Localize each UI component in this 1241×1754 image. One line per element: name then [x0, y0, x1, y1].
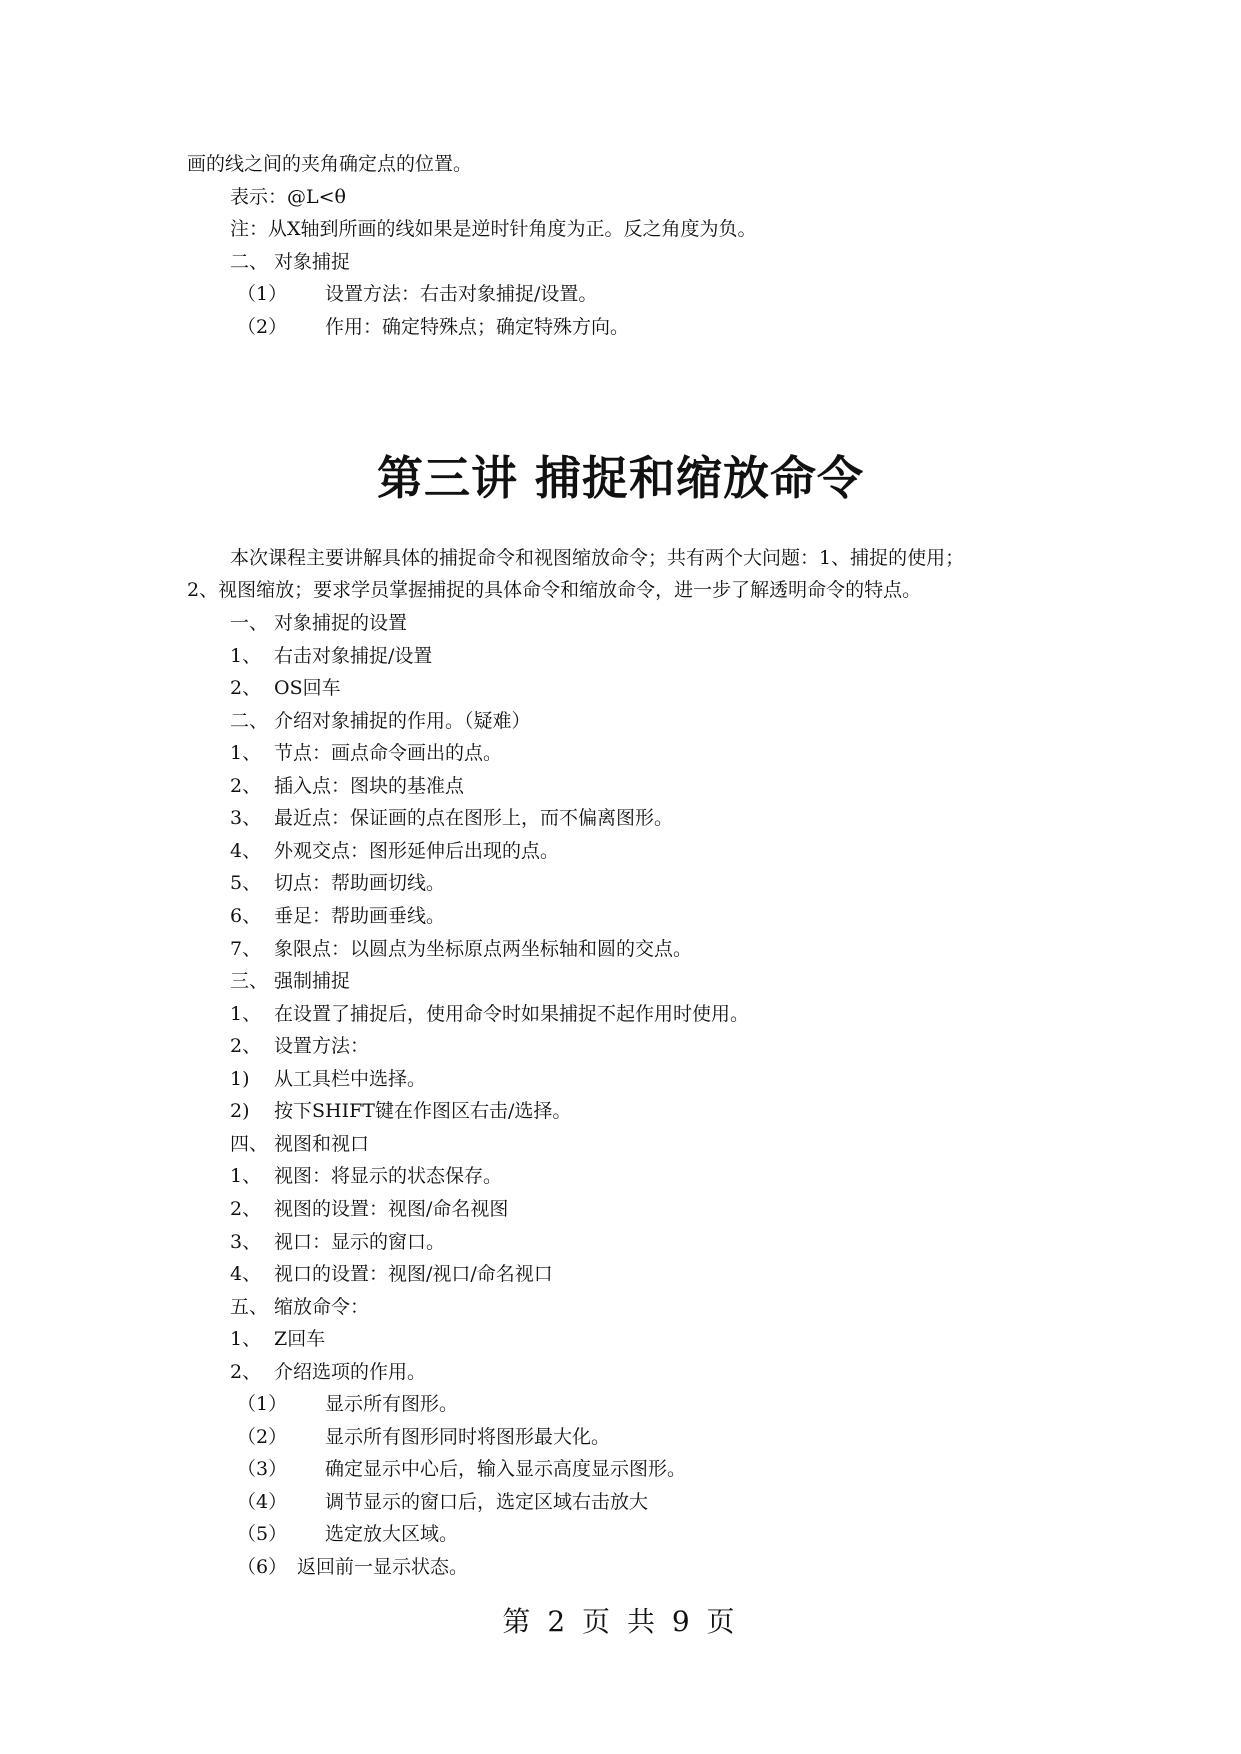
section-heading: 四、 视图和视口: [230, 1133, 370, 1155]
item-number: 4、: [230, 1263, 262, 1285]
item-number: 3、: [230, 1231, 262, 1253]
paragraph-line: 2、视图缩放；要求学员掌握捕捉的具体命令和缩放命令，进一步了解透明命令的特点。: [187, 579, 922, 601]
item-text: 视图的设置：视图/命名视图: [274, 1198, 509, 1220]
section-heading: 二、 对象捕捉: [230, 251, 351, 273]
item-number: （4）: [237, 1491, 288, 1513]
list-item: [230, 805, 673, 831]
item-number: 2): [230, 1100, 250, 1122]
item-text: 外观交点：图形延伸后出现的点。: [274, 840, 560, 862]
item-number: （1）: [237, 1393, 288, 1415]
paragraph-line: 本次课程主要讲解具体的捕捉命令和视图缩放命令；共有两个大问题：1、捕捉的使用；: [230, 547, 965, 569]
item-number: （6）: [237, 1556, 288, 1578]
item-text: 设置方法：右击对象捕捉/设置。: [325, 283, 598, 305]
item-text: 设置方法：: [274, 1035, 370, 1057]
item-number: 2、: [230, 1361, 262, 1383]
item-number: （2）: [237, 1426, 288, 1448]
option-item: [237, 1521, 458, 1547]
list-item: [230, 1033, 369, 1059]
item-text: 视口的设置：视图/视口/命名视口: [274, 1263, 553, 1285]
item-number: 1、: [230, 1003, 262, 1025]
paragraph-line: 注：从X轴到所画的线如果是逆时针角度为正。反之角度为负。: [230, 218, 757, 240]
list-item: [230, 1196, 508, 1222]
numbered-item: [237, 314, 629, 340]
item-number: （1）: [237, 283, 288, 305]
lecture-title: 第三讲 捕捉和缩放命令: [376, 451, 864, 505]
option-item: [237, 1391, 458, 1417]
item-number: 2、: [230, 775, 262, 797]
option-item: [237, 1424, 610, 1450]
item-text: 切点：帮助画切线。: [274, 872, 446, 894]
item-text: 象限点：以圆点为坐标原点两坐标轴和圆的交点。: [274, 938, 693, 960]
item-number: 1、: [230, 1165, 262, 1187]
list-item: [230, 1066, 426, 1092]
section-heading: 三、 强制捕捉: [230, 970, 351, 992]
item-text: 选定放大区域。: [325, 1523, 459, 1545]
page-number-footer: 第 2 页 共 9 页: [502, 1605, 739, 1638]
list-item: [230, 1098, 571, 1124]
item-text: 显示所有图形。: [325, 1393, 459, 1415]
item-number: （3）: [237, 1458, 288, 1480]
item-text: 介绍选项的作用。: [274, 1361, 427, 1383]
item-number: （5）: [237, 1523, 288, 1545]
list-item: [230, 643, 432, 669]
item-number: 2、: [230, 1035, 262, 1057]
item-number: （2）: [237, 316, 288, 338]
item-text: 在设置了捕捉后，使用命令时如果捕捉不起作用时使用。: [274, 1003, 750, 1025]
list-item: [230, 903, 445, 929]
item-number: 1、: [230, 742, 262, 764]
item-number: 2、: [230, 1198, 262, 1220]
list-item: [230, 1359, 426, 1385]
item-text: 确定显示中心后，输入显示高度显示图形。: [325, 1458, 687, 1480]
item-number: 2、: [230, 677, 262, 699]
item-text: 视图：将显示的状态保存。: [274, 1165, 503, 1187]
section-heading: 一、 对象捕捉的设置: [230, 612, 408, 634]
item-text: 节点：画点命令画出的点。: [274, 742, 503, 764]
item-text: 插入点：图块的基准点: [274, 775, 465, 797]
item-text: 返回前一显示状态。: [297, 1556, 469, 1578]
item-text: 最近点：保证画的点在图形上，而不偏离图形。: [274, 807, 674, 829]
item-text: 按下SHIFT键在作图区右击/选择。: [274, 1100, 572, 1122]
list-item: [230, 1163, 502, 1189]
list-item: [230, 773, 464, 799]
paragraph-line: 画的线之间的夹角确定点的位置。: [187, 153, 473, 175]
list-item: [230, 838, 559, 864]
item-text: 调节显示的窗口后，选定区域右击放大: [325, 1491, 649, 1513]
item-text: Z回车: [274, 1328, 326, 1350]
item-text: 垂足：帮助画垂线。: [274, 905, 446, 927]
numbered-item: [237, 281, 597, 307]
option-item: [237, 1489, 648, 1515]
list-item: [230, 870, 445, 896]
paragraph-line: 表示：@L<θ: [230, 186, 346, 208]
item-text: 显示所有图形同时将图形最大化。: [325, 1426, 611, 1448]
item-number: 1、: [230, 1328, 262, 1350]
list-item: [230, 936, 692, 962]
item-number: 4、: [230, 840, 262, 862]
section-heading: 二、 介绍对象捕捉的作用。（疑难）: [230, 710, 531, 732]
option-item: [237, 1554, 468, 1580]
item-text: 视口：显示的窗口。: [274, 1231, 446, 1253]
item-text: 作用：确定特殊点；确定特殊方向。: [325, 316, 630, 338]
list-item: [230, 1326, 325, 1352]
item-number: 3、: [230, 807, 262, 829]
list-item: [230, 740, 502, 766]
item-number: 1): [230, 1068, 250, 1090]
option-item: [237, 1456, 686, 1482]
list-item: [230, 1261, 553, 1287]
section-heading: 五、 缩放命令：: [230, 1296, 370, 1318]
item-text: 从工具栏中选择。: [274, 1068, 427, 1090]
item-number: 7、: [230, 938, 262, 960]
item-text: OS回车: [274, 677, 341, 699]
item-number: 5、: [230, 872, 262, 894]
item-number: 6、: [230, 905, 262, 927]
list-item: [230, 1001, 749, 1027]
item-number: 1、: [230, 645, 262, 667]
list-item: [230, 675, 341, 701]
list-item: [230, 1229, 445, 1255]
item-text: 右击对象捕捉/设置: [274, 645, 433, 667]
